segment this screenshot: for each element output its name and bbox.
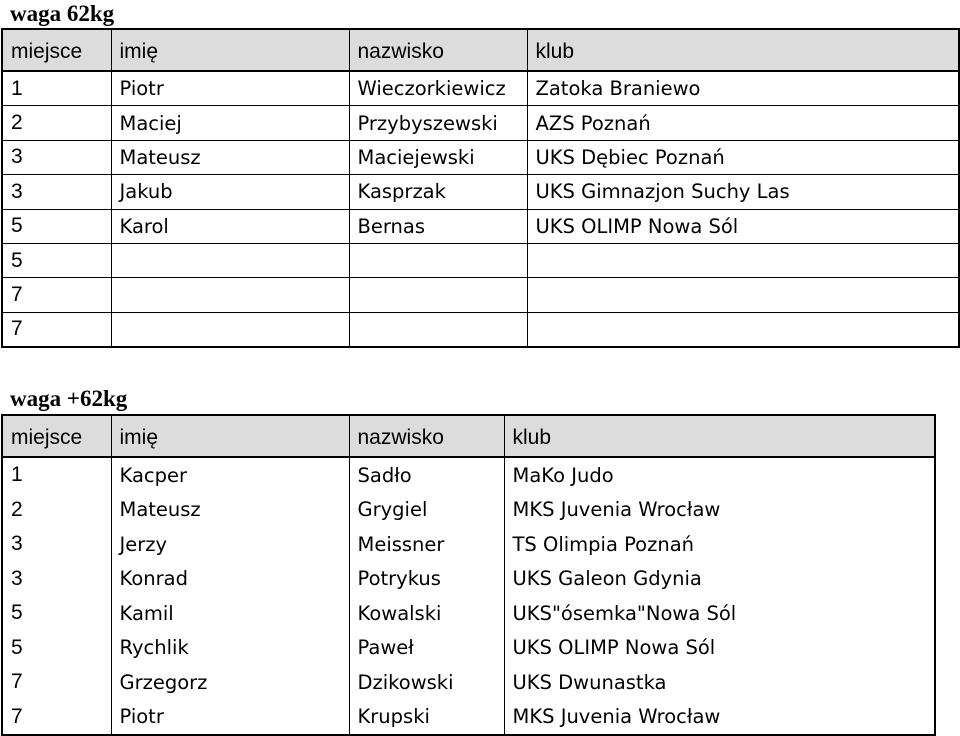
cell-place: 7 (2, 700, 111, 736)
cell-place: 3 (2, 527, 111, 562)
cell-place: 5 (2, 243, 111, 277)
table-row (2, 278, 959, 312)
cell-club (527, 312, 959, 347)
table-row (2, 562, 935, 597)
cell-club: MKS Juvenia Wrocław (504, 493, 935, 528)
cell-first-name: Karol (111, 209, 349, 243)
cell-first-name (111, 243, 349, 277)
cell-last-name: Kowalski (349, 596, 504, 631)
section-title-plus62kg: waga +62kg (10, 386, 128, 411)
column-header-place: miejsce (2, 29, 111, 71)
cell-last-name: Bernas (349, 209, 527, 243)
cell-first-name: Maciej (111, 106, 349, 140)
column-header-last-name: nazwisko (349, 415, 504, 457)
cell-place: 7 (2, 312, 111, 347)
cell-last-name (349, 243, 527, 277)
cell-club: UKS Galeon Gdynia (504, 562, 935, 597)
cell-club: MaKo Judo (504, 457, 935, 493)
table-row (2, 493, 935, 528)
cell-first-name: Grzegorz (111, 665, 349, 700)
table-row (2, 209, 959, 243)
cell-club: UKS Dębiec Poznań (527, 140, 959, 174)
column-header-last-name: nazwisko (349, 29, 527, 71)
cell-club: UKS Gimnazjon Suchy Las (527, 175, 959, 209)
cell-club: AZS Poznań (527, 106, 959, 140)
table-row (2, 457, 935, 493)
cell-club: UKS"ósemka"Nowa Sól (504, 596, 935, 631)
cell-place: 7 (2, 665, 111, 700)
cell-first-name: Jerzy (111, 527, 349, 562)
cell-place: 5 (2, 596, 111, 631)
cell-last-name: Przybyszewski (349, 106, 527, 140)
cell-club: UKS Dwunastka (504, 665, 935, 700)
cell-club: UKS OLIMP Nowa Sól (504, 631, 935, 666)
cell-place: 2 (2, 106, 111, 140)
cell-first-name: Mateusz (111, 493, 349, 528)
cell-last-name: Meissner (349, 527, 504, 562)
table-row (2, 631, 935, 666)
table-row (2, 665, 935, 700)
table-row (2, 312, 959, 347)
table-row (2, 596, 935, 631)
table-row (2, 106, 959, 140)
column-header-first-name: imię (111, 29, 349, 71)
cell-first-name (111, 278, 349, 312)
cell-first-name: Mateusz (111, 140, 349, 174)
cell-place: 3 (2, 140, 111, 174)
table-row (2, 140, 959, 174)
cell-place: 5 (2, 631, 111, 666)
cell-first-name: Rychlik (111, 631, 349, 666)
table-row (2, 71, 959, 106)
cell-first-name: Piotr (111, 71, 349, 106)
column-header-club: klub (527, 29, 959, 71)
cell-last-name: Sadło (349, 457, 504, 493)
cell-last-name: Potrykus (349, 562, 504, 597)
results-table-62kg (1, 28, 960, 348)
table-header-row (2, 415, 935, 457)
cell-last-name: Maciejewski (349, 140, 527, 174)
cell-club: TS Olimpia Poznań (504, 527, 935, 562)
table-row (2, 175, 959, 209)
column-header-place: miejsce (2, 415, 111, 457)
cell-club (527, 278, 959, 312)
cell-place: 5 (2, 209, 111, 243)
results-table-plus62kg (1, 414, 936, 736)
cell-place: 3 (2, 562, 111, 597)
table-header-row (2, 29, 959, 71)
cell-first-name: Kamil (111, 596, 349, 631)
cell-first-name: Kacper (111, 457, 349, 493)
section-title-62kg: waga 62kg (10, 1, 115, 26)
cell-first-name: Jakub (111, 175, 349, 209)
cell-place: 1 (2, 71, 111, 106)
column-header-club: klub (504, 415, 935, 457)
cell-first-name (111, 312, 349, 347)
cell-place: 7 (2, 278, 111, 312)
cell-place: 2 (2, 493, 111, 528)
cell-first-name: Konrad (111, 562, 349, 597)
cell-last-name: Wieczorkiewicz (349, 71, 527, 106)
cell-place: 3 (2, 175, 111, 209)
cell-last-name: Grygiel (349, 493, 504, 528)
cell-club: Zatoka Braniewo (527, 71, 959, 106)
table-row (2, 243, 959, 277)
cell-last-name (349, 312, 527, 347)
cell-place: 1 (2, 457, 111, 493)
cell-last-name (349, 278, 527, 312)
cell-club: MKS Juvenia Wrocław (504, 700, 935, 736)
cell-last-name: Dzikowski (349, 665, 504, 700)
column-header-first-name: imię (111, 415, 349, 457)
table-row (2, 527, 935, 562)
cell-club: UKS OLIMP Nowa Sól (527, 209, 959, 243)
cell-last-name: Krupski (349, 700, 504, 736)
cell-first-name: Piotr (111, 700, 349, 736)
cell-last-name: Paweł (349, 631, 504, 666)
cell-last-name: Kasprzak (349, 175, 527, 209)
cell-club (527, 243, 959, 277)
